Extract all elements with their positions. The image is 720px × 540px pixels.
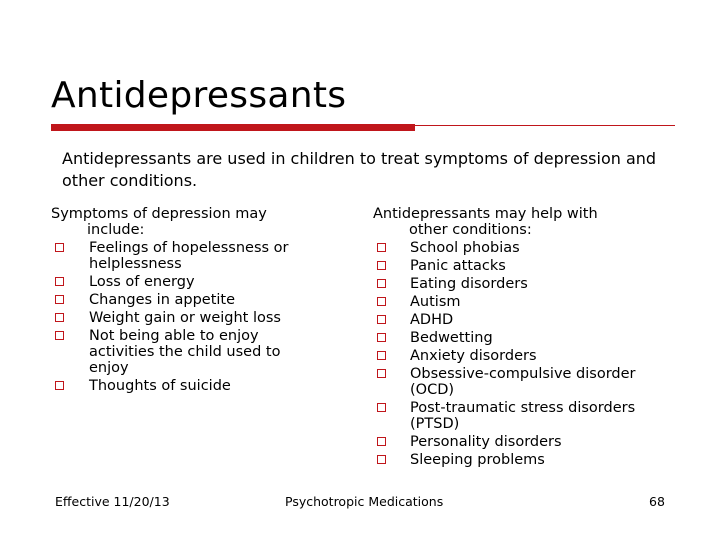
symptoms-heading-line1: Symptoms of depression may	[51, 206, 267, 222]
list-item-text: Changes in appetite	[89, 292, 236, 308]
list-item-text: Panic attacks	[410, 258, 506, 274]
list-item-text: Sleeping problems	[410, 452, 545, 468]
list-item-text: Bedwetting	[410, 330, 493, 346]
list-item-text: Autism	[410, 294, 461, 310]
list-item	[51, 274, 321, 290]
square-bullet-icon	[377, 455, 386, 464]
list-item	[373, 312, 663, 328]
list-item-text: Thoughts of suicide	[89, 378, 231, 394]
list-item	[373, 400, 663, 432]
square-bullet-icon	[377, 297, 386, 306]
list-item-text: Post-traumatic stress disorders (PTSD)	[410, 400, 636, 432]
square-bullet-icon	[55, 313, 64, 322]
list-item-text: School phobias	[410, 240, 520, 256]
square-bullet-icon	[55, 277, 64, 286]
square-bullet-icon	[377, 437, 386, 446]
square-bullet-icon	[55, 331, 64, 340]
slide-title: Antidepressants	[51, 75, 347, 116]
symptoms-heading	[51, 206, 321, 238]
square-bullet-icon	[377, 403, 386, 412]
intro-text: Antidepressants are used in children to treat symptoms of depression and other conditions.	[62, 149, 657, 190]
page-number: 68	[649, 494, 665, 509]
list-item	[373, 330, 663, 346]
square-bullet-icon	[377, 243, 386, 252]
square-bullet-icon	[55, 243, 64, 252]
list-item-text: Obsessive-compulsive disorder (OCD)	[410, 366, 636, 398]
list-item	[373, 348, 663, 364]
list-item-text: Weight gain or weight loss	[89, 310, 281, 326]
symptoms-heading-line2: include:	[87, 222, 145, 238]
list-item	[51, 378, 321, 394]
conditions-list	[373, 240, 663, 468]
footer-effective-date: Effective 11/20/13	[55, 494, 170, 509]
title-underline-thick	[51, 124, 415, 131]
list-item	[51, 328, 321, 376]
list-item-text: Eating disorders	[410, 276, 528, 292]
list-item	[373, 240, 663, 256]
list-item-text: ADHD	[410, 312, 454, 328]
list-item	[373, 366, 663, 398]
square-bullet-icon	[377, 351, 386, 360]
list-item	[373, 276, 663, 292]
list-item	[373, 294, 663, 310]
square-bullet-icon	[377, 369, 386, 378]
square-bullet-icon	[377, 279, 386, 288]
list-item-text: Not being able to enjoy activities the child used to enjoy	[89, 328, 281, 376]
list-item-text: Anxiety disorders	[410, 348, 537, 364]
square-bullet-icon	[377, 315, 386, 324]
square-bullet-icon	[377, 261, 386, 270]
square-bullet-icon	[55, 295, 64, 304]
square-bullet-icon	[377, 333, 386, 342]
list-item	[51, 292, 321, 308]
list-item	[373, 452, 663, 468]
list-item-text: Loss of energy	[89, 274, 195, 290]
footer-title: Psychotropic Medications	[285, 494, 444, 509]
title-underline-thin	[415, 125, 675, 126]
conditions-heading-line2: other conditions:	[409, 222, 532, 238]
list-item-text: Personality disorders	[410, 434, 562, 450]
symptoms-list	[51, 240, 321, 394]
list-item	[373, 258, 663, 274]
list-item	[373, 434, 663, 450]
square-bullet-icon	[55, 381, 64, 390]
list-item	[51, 240, 321, 272]
conditions-heading-line1: Antidepressants may help with	[373, 206, 598, 222]
conditions-heading	[373, 206, 663, 238]
symptoms-column	[51, 206, 321, 396]
list-item-text: Feelings of hopelessness or helplessness	[89, 240, 289, 272]
conditions-column	[373, 206, 663, 470]
list-item	[51, 310, 321, 326]
